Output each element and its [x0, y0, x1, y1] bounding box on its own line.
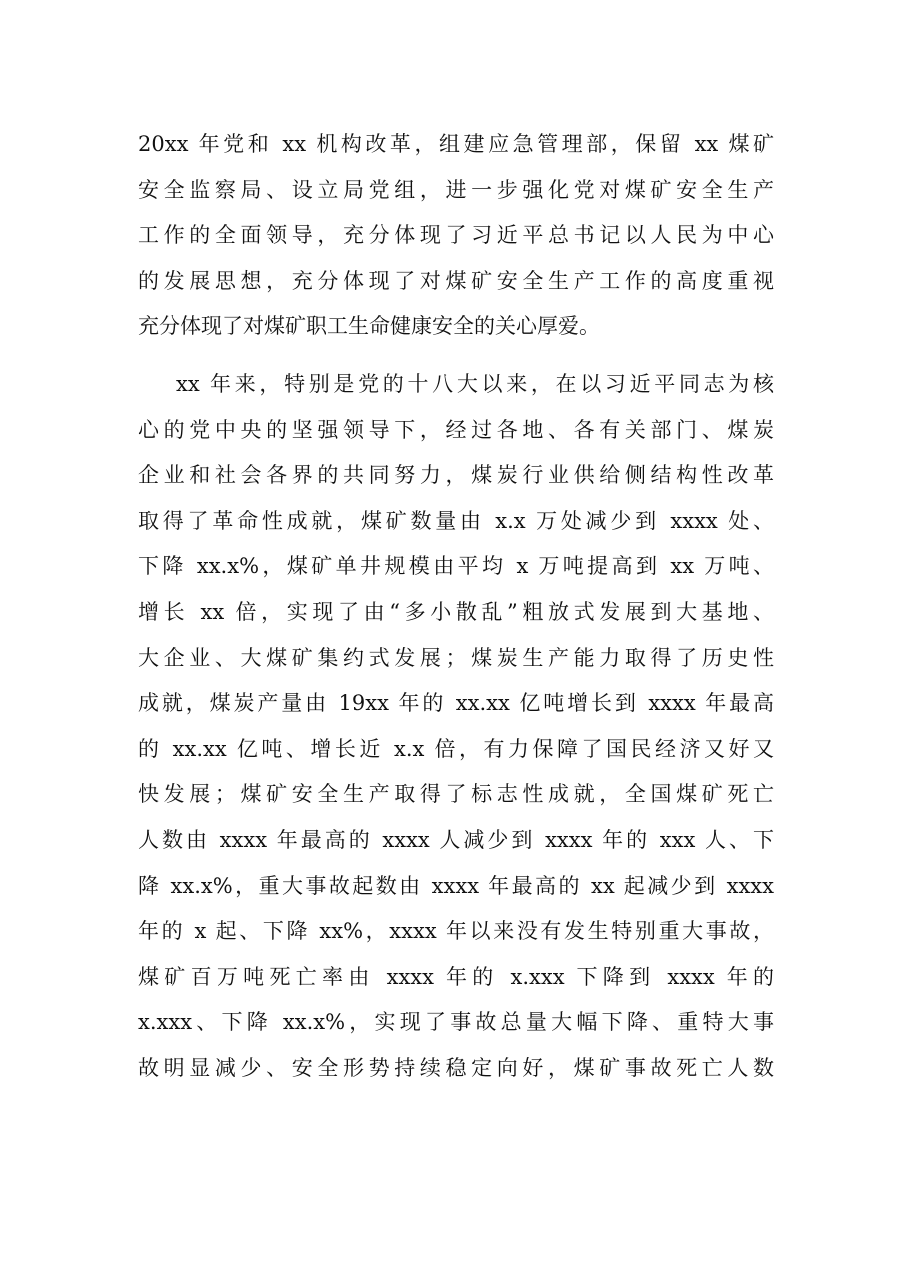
text-line: 心的党中央的坚强领导下，经过各地、各有关部门、煤炭	[138, 417, 774, 442]
text-line: 煤矿百万吨死亡率由 xxxx 年的 x.xxx 下降到 xxxx 年的	[138, 964, 774, 989]
text-line: xx 年来，特别是党的十八大以来，在以习近平同志为核	[176, 371, 774, 396]
document-body	[138, 122, 774, 1091]
text-line: 成就，煤炭产量由 19xx 年的 xx.xx 亿吨增长到 xxxx 年最高	[138, 691, 774, 716]
text-line: 的发展思想，充分体现了对煤矿安全生产工作的高度重视	[138, 268, 774, 293]
text-line: 下降 xx.x%，煤矿单井规模由平均 x 万吨提高到 xx 万吨、	[138, 554, 774, 579]
text-line: 20xx 年党和 xx 机构改革，组建应急管理部，保留 xx 煤矿	[138, 132, 774, 156]
text-line: x.xxx、下降 xx.x%，实现了事故总量大幅下降、重特大事	[138, 1010, 774, 1035]
paragraph-2	[138, 362, 774, 1092]
text-line: 工作的全面领导，充分体现了习近平总书记以人民为中心	[138, 223, 774, 248]
text-line: 降 xx.x%，重大事故起数由 xxxx 年最高的 xx 起减少到 xxxx	[138, 873, 774, 898]
text-line: 大企业、大煤矿集约式发展；煤炭生产能力取得了历史性	[138, 645, 774, 670]
text-line: 增长 xx 倍，实现了由“多小散乱”粗放式发展到大基地、	[138, 599, 774, 624]
text-line: 的 xx.xx 亿吨、增长近 x.x 倍，有力保障了国民经济又好又	[138, 736, 774, 761]
text-line: 年的 x 起、下降 xx%，xxxx 年以来没有发生特别重大事故，	[138, 919, 774, 944]
text-line: 快发展；煤矿安全生产取得了标志性成就，全国煤矿死亡	[138, 782, 774, 807]
text-line: 企业和社会各界的共同努力，煤炭行业供给侧结构性改革	[138, 463, 774, 488]
text-line: 安全监察局、设立局党组，进一步强化党对煤矿安全生产	[138, 177, 774, 202]
paragraph-1	[138, 122, 774, 350]
text-line: 充分体现了对煤矿职工生命健康安全的关心厚爱。	[138, 314, 600, 339]
text-line: 故明显减少、安全形势持续稳定向好，煤矿事故死亡人数	[138, 1055, 774, 1080]
text-line: 人数由 xxxx 年最高的 xxxx 人减少到 xxxx 年的 xxx 人、下	[138, 827, 774, 852]
text-line: 取得了革命性成就，煤矿数量由 x.x 万处减少到 xxxx 处、	[138, 508, 774, 533]
